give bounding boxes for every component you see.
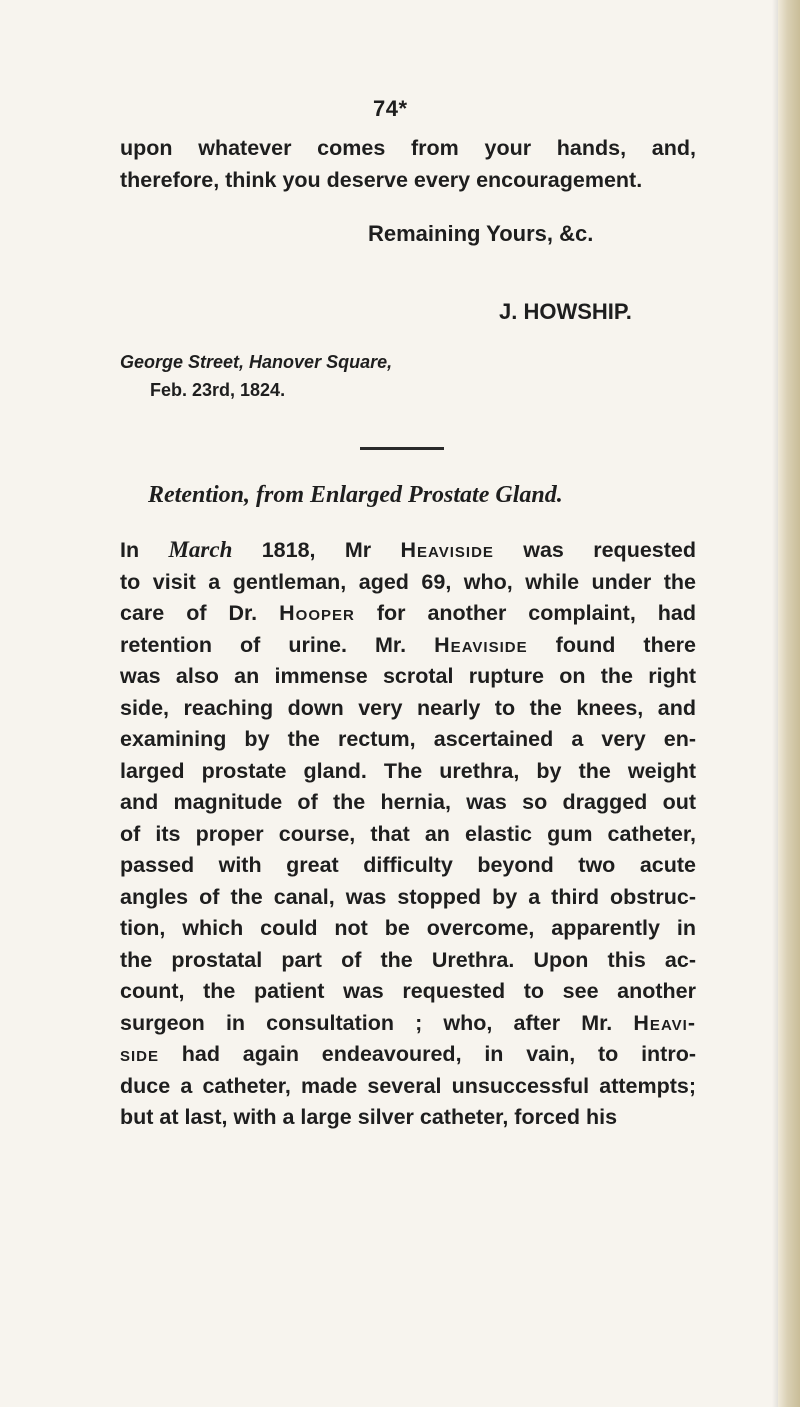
letter-ending	[120, 133, 696, 196]
address-street: George Street, Hanover Square,	[120, 352, 393, 372]
address-date: Feb. 23rd, 1824.	[150, 380, 286, 400]
person-name: Heaviside	[434, 632, 528, 657]
text-line: upon whatever comes from your hands, and,	[120, 136, 696, 160]
text-line: tion, which could not be overcome, apparently in	[120, 916, 696, 940]
text-line: passed with great difficulty beyond two acute	[120, 853, 696, 877]
person-name: side	[120, 1042, 160, 1066]
text-line: In March 1818, Mr Heaviside was requested	[120, 537, 696, 562]
person-name: Heavi-	[633, 1010, 696, 1035]
page-edge	[778, 0, 800, 1407]
signature: J. HOWSHIP.	[499, 299, 632, 324]
text-line: side, reaching down very nearly to the knees, and	[120, 695, 696, 720]
salutation: Remaining Yours, &c.	[368, 221, 594, 246]
text-line: examining by the rectum, ascertained a very en-	[120, 727, 696, 751]
person-name: Heaviside	[400, 538, 494, 562]
text-line: angles of the canal, was stopped by a third obstruc-	[120, 884, 696, 909]
text-line: was also an immense scrotal rupture on the right	[120, 664, 696, 688]
person-name: Hooper	[279, 601, 355, 625]
text-line: side had again endeavoured, in vain, to intro-	[120, 1042, 696, 1066]
text-line: and magnitude of the hernia, was so dragged out	[120, 790, 696, 814]
text-line: duce a catheter, made several unsuccessful attempts;	[120, 1073, 696, 1098]
text-line: care of Dr. Hooper for another complaint, had	[120, 601, 696, 625]
text-line: of its proper course, that an elastic gum catheter,	[120, 821, 696, 846]
address	[120, 348, 392, 404]
text-line: count, the patient was requested to see another	[120, 979, 696, 1003]
text-line: but at last, with a large silver catheter, forced his	[120, 1105, 618, 1129]
case-report	[120, 534, 696, 1134]
text-line: larged prostate gland. The urethra, by the weight	[120, 758, 696, 783]
month-name: March	[168, 537, 233, 562]
section-heading: Retention, from Enlarged Prostate Gland.	[148, 482, 563, 508]
text-line: retention of urine. Mr. Heaviside found there	[120, 632, 696, 657]
page-number: 74*	[373, 96, 408, 121]
section-divider	[360, 447, 444, 450]
text-line: therefore, think you deserve every encouragement.	[120, 167, 643, 192]
text-line: to visit a gentleman, aged 69, who, while under the	[120, 569, 696, 594]
text-line: the prostatal part of the Urethra. Upon this ac-	[120, 947, 696, 972]
text-line: surgeon in consultation ; who, after Mr. Heavi-	[120, 1010, 696, 1035]
